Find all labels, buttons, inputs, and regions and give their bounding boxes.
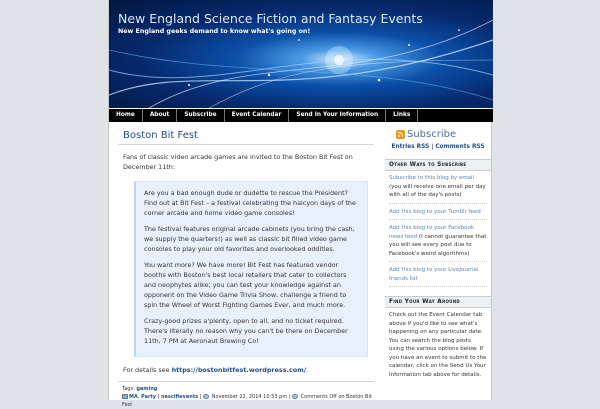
- tumblr-link[interactable]: Add this blog to your Tumblr feed: [389, 208, 481, 215]
- details-suffix: .: [306, 366, 309, 374]
- post-details: [118, 365, 374, 375]
- rss-icon: [396, 130, 405, 139]
- other-ways-list: [385, 171, 491, 287]
- find-way-heading: Find Your Way Around: [385, 296, 491, 308]
- comment-icon: [292, 394, 298, 399]
- tags-label: Tags:: [122, 386, 137, 392]
- nav-event-calendar[interactable]: Event Calendar: [225, 109, 290, 122]
- category-link-party[interactable]: Party: [141, 394, 157, 400]
- nav-send-info[interactable]: Send In Your Information: [289, 109, 386, 122]
- find-way-text: Check out the Event Calendar tab above if you'd like to see what's happening on any particular date. You can search the blog posts using the various options below. If you have an event to submit to the calendar, click on the Send Us Your Information tab above for details.: [389, 312, 487, 378]
- email-subscribe-link[interactable]: Subscribe to this blog by email: [389, 175, 475, 181]
- comments-rss-link[interactable]: Comments RSS: [435, 144, 485, 150]
- nav-links[interactable]: Links: [386, 109, 418, 122]
- main-content: [118, 130, 374, 409]
- nav-about[interactable]: About: [143, 109, 178, 122]
- livejournal-link[interactable]: Add this blog to your LiveJournal friends list: [389, 267, 479, 282]
- site-tagline: New England geeks demand to know what's going on!: [118, 28, 311, 35]
- comments-status: Comments Off: [300, 394, 337, 400]
- meta-sep: |: [198, 394, 204, 400]
- clock-icon: [203, 394, 209, 399]
- main-nav: [109, 109, 493, 122]
- list-item: [389, 174, 487, 204]
- subscribe-heading: [385, 128, 491, 141]
- author-link[interactable]: nescifievents: [160, 394, 199, 400]
- rss-links: [385, 144, 491, 150]
- quote-paragraph: Are you a bad enough dude or dudette to rescue the President? Find out at Bit Fest – a festival celebrating the halcyon days of the corner arcade and home video game consoles!: [144, 189, 356, 217]
- nav-home[interactable]: Home: [109, 109, 143, 122]
- find-way-body: [385, 308, 491, 379]
- nav-subscribe[interactable]: Subscribe: [177, 109, 224, 122]
- details-link[interactable]: https://bostonbitfest.wordpress.com/: [171, 366, 307, 374]
- quote-paragraph: You want more? We have more! Bit Fest has featured vendor booths with Boston's best local retailers that cater to collectors and neophytes alike; you can test your knowledge against an opponent on the Video Game Trivia Show, challenge a friend to spin the Wheel of Worst Fighting Games Ever, and much more.: [144, 261, 347, 309]
- tag-link[interactable]: gaming: [136, 386, 158, 392]
- meta-sep: |: [287, 394, 293, 400]
- subscribe-title: Subscribe: [407, 129, 457, 140]
- sidebar: [385, 124, 491, 379]
- page-wrapper: [108, 0, 492, 408]
- site-header: [109, 0, 493, 108]
- site-title[interactable]: New England Science Fiction and Fantasy Events: [118, 11, 423, 26]
- list-item-text: (you will receive one email per day with all of the day's posts): [389, 183, 486, 198]
- entries-rss-link[interactable]: Entries RSS: [391, 144, 430, 150]
- list-item-text: (I cannot guarantee that you will see every post due to Facebook's weird algorithms): [389, 233, 487, 257]
- post-date: November 22, 2014 10:53 pm: [211, 394, 288, 400]
- list-item: [389, 208, 487, 221]
- details-prefix: For details see: [123, 366, 172, 374]
- list-item: [389, 266, 487, 287]
- facebook-link[interactable]: Add this blog to your Facebook news feed: [389, 225, 475, 240]
- quote-paragraph: The festival features original arcade cabinets (you bring the cash, we supply the quarters!) as well as classic bit filled video game consoles to play your old favorites and overlooked oddities.: [144, 225, 355, 253]
- category-link-ma[interactable]: MA: [129, 394, 138, 400]
- meta-sep: |: [156, 394, 161, 400]
- post-title[interactable]: Boston Bit Fest: [118, 130, 374, 145]
- post-intro: Fans of classic video arcade games are invited to the Boston Bit Fest on December 11th:: [123, 153, 353, 171]
- category-icon: [122, 394, 128, 399]
- rss-sep: |: [429, 144, 436, 150]
- other-ways-heading: Other Ways to Subscribe: [385, 159, 491, 171]
- comments-suffix: on Boston Bit Fest: [122, 394, 372, 408]
- post-meta: Tags: gaming MA, Party | nescifievents | November 22, 2014 10:53 pm | Comments Off on Boston Bit Fest: [118, 381, 374, 409]
- post-blockquote: [134, 181, 368, 357]
- list-item: [389, 224, 487, 262]
- quote-paragraph: Crazy-good prizes a'plenty, open to all, and no ticket required. There's literally no reason why you can't be there on December 11th, 7 PM at Aeronaut Brewing Co!: [144, 317, 348, 345]
